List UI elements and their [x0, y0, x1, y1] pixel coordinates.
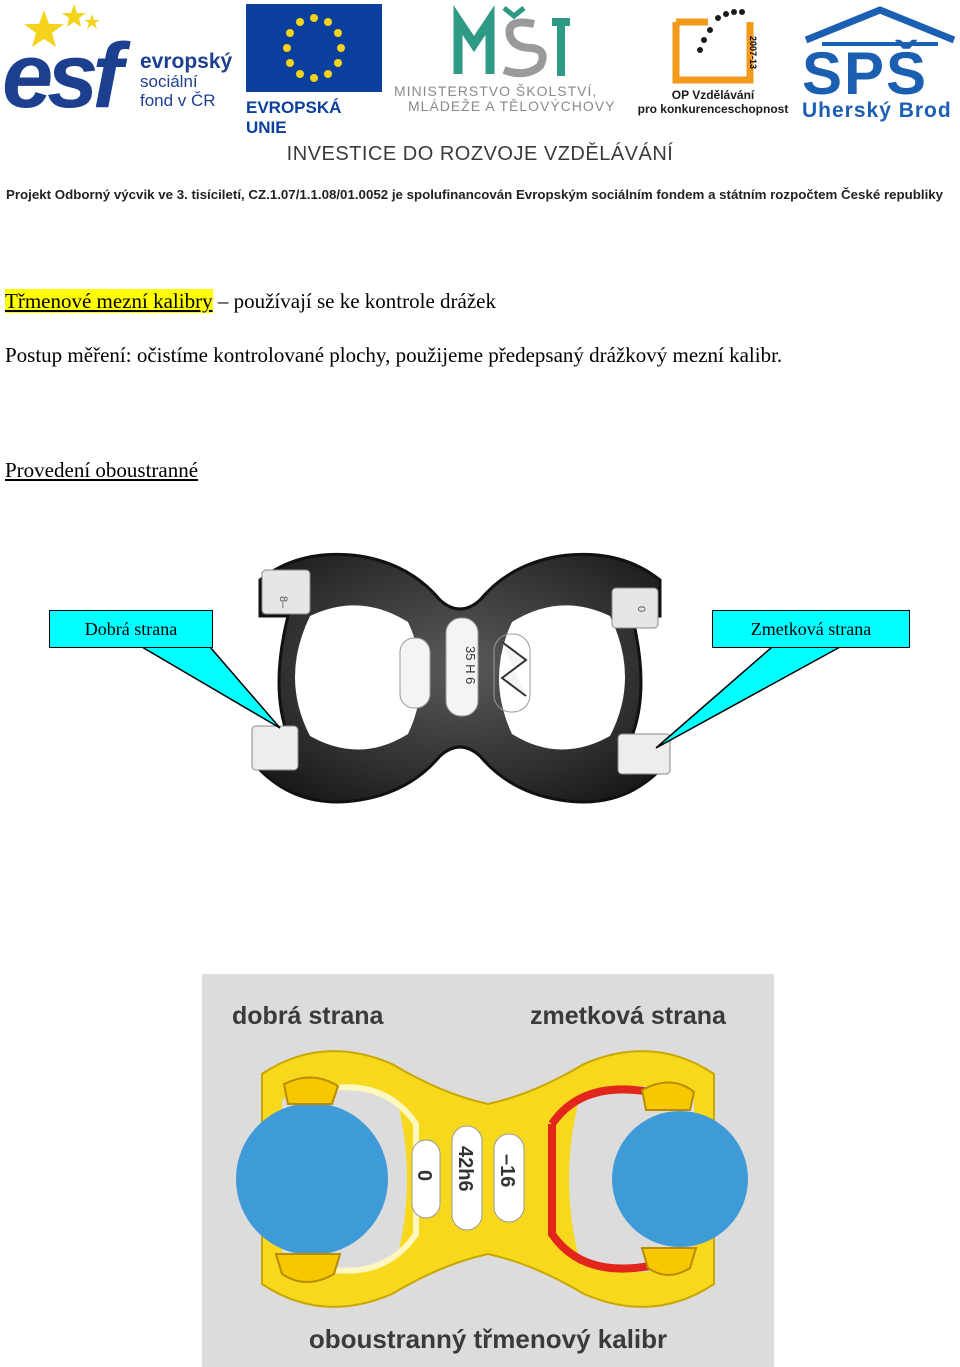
msmt-line-2: MLÁDEŽE A TĚLOVÝCHOVY: [408, 98, 616, 114]
esf-mark: esf: [2, 25, 117, 127]
procedure-line: Postup měření: očistíme kontrolované plochy, použijeme předepsaný drážkový mezní kalibr.: [5, 343, 783, 367]
op-line-1: OP Vzdělávání: [671, 88, 755, 102]
sps-subtitle: Uherský Brod: [802, 99, 952, 122]
variant-heading: Provedení oboustranné: [5, 458, 199, 482]
op-badge-text: 2007-13: [748, 36, 758, 70]
logo-strip: [0, 0, 960, 137]
sps-mark: SPŠ: [802, 40, 929, 107]
op-logo: [636, 4, 790, 124]
diagram-mark-scrap: –16: [496, 1154, 518, 1188]
esf-line-2: sociální: [140, 72, 198, 91]
definition-line: [5, 289, 496, 314]
msmt-mark-icon: [452, 4, 572, 80]
diagram-title: oboustranný třmenový kalibr: [308, 1324, 668, 1354]
esf-line-1: evropský: [140, 50, 233, 73]
photo-anvil-mark-left: 8–: [277, 596, 289, 609]
project-line: Projekt Odborný výcvik ve 3. tisíciletí, CZ.1.07/1.1.08/01.0052 je spolufinancován Evropským sociálním fondem a státním rozpočtem České republiky: [6, 187, 944, 202]
esf-text: [140, 52, 232, 110]
diagram-mark-good: 0: [413, 1170, 435, 1182]
photo-size-mark: 35 H 6: [463, 646, 478, 685]
diagram-scrap-side-label: zmetková strana: [530, 1002, 726, 1030]
esf-line-3: fond v ČR: [140, 91, 216, 110]
term-rest: – používají se ke kontrole drážek: [212, 289, 496, 313]
term-highlight: Třmenové mezní kalibry: [5, 289, 213, 313]
diagram-mark-size: 42h6: [454, 1146, 476, 1192]
op-line-2: pro konkurenceschopnost: [637, 102, 789, 116]
diagram-drawing: [202, 1034, 774, 1314]
msmt-caption: [394, 84, 615, 114]
photo-anvil-mark-right: 0: [635, 606, 647, 613]
callout-scrap-side: Zmetková strana: [712, 610, 910, 648]
ball-good-side: [236, 1103, 388, 1255]
eu-logo: [246, 4, 382, 137]
sps-logo: [800, 6, 960, 126]
ball-scrap-side: [612, 1111, 748, 1247]
eu-flag-icon: [246, 4, 382, 92]
op-badge: [742, 36, 762, 82]
gauge-diagram: [202, 974, 774, 1367]
callout-good-side: Dobrá strana: [49, 610, 213, 648]
msmt-line-1: MINISTERSTVO ŠKOLSTVÍ,: [394, 83, 598, 99]
diagram-good-side-label: dobrá strana: [232, 1002, 384, 1030]
eu-caption: EVROPSKÁ UNIE: [246, 98, 342, 137]
op-caption: [636, 88, 790, 116]
esf-logo: [0, 0, 240, 125]
msmt-logo: [392, 4, 632, 124]
investice-heading: INVESTICE DO ROZVOJE VZDĚLÁVÁNÍ: [286, 143, 674, 165]
